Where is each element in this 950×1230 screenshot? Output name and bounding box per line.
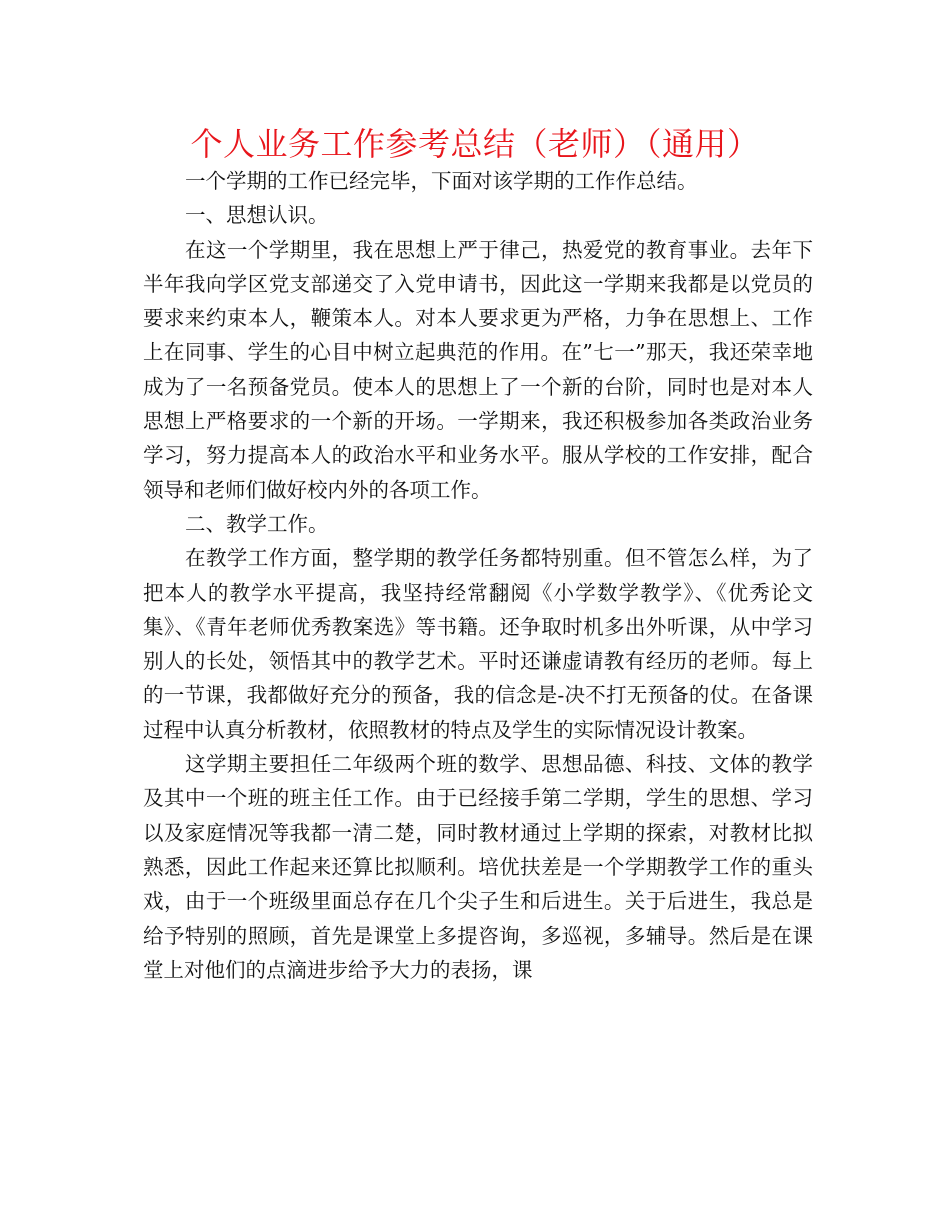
- paragraph-intro: 一个学期的工作已经完毕，下面对该学期的工作作总结。: [185, 169, 698, 193]
- document-title: 个人业务工作参考总结（老师）（通用）: [190, 125, 760, 163]
- section-heading-thought: 一、思想认识。: [185, 203, 329, 228]
- document-body: [143, 164, 813, 987]
- paragraph-thought: 在这一个学期里，我在思想上严于律己，热爱党的教育事业。去年下半年我向学区党支部递交了入党申请书，因此这一学期来我都是以党员的要求来约束本人，鞭策本人。对本人要求更为严格，力争在思想上、工作上在同事、学生的心目中树立起典范的作用。在”七一”那天，我还荣幸地成为了一名预备党员。使本人的思想上了一个新的台阶，同时也是对本人思想上严格要求的一个新的开场。一学期来，我还积极参加各类政治业务学习，努力提高本人的政治水平和业务水平。服从学校的工作安排，配合领导和老师们做好校内外的各项工作。: [143, 237, 813, 502]
- paragraph-teaching: 在教学工作方面，整学期的教学任务都特别重。但不管怎么样，为了把本人的教学水平提高，我坚持经常翻阅《小学数学教学》、《优秀论文集》、《青年老师优秀教案选》等书籍。还争取时机多出外听课，从中学习别人的长处，领悟其中的教学艺术。平时还谦虚请教有经历的老师。每上的一节课，我都做好充分的预备，我的信念是-决不打无预备的仗。在备课过程中认真分析教材，依照教材的特点及学生的实际情况设计教案。: [143, 546, 813, 742]
- section-heading-teaching: 二、教学工作。: [185, 511, 329, 536]
- paragraph-semester: 这学期主要担任二年级两个班的数学、思想品德、科技、文体的教学及其中一个班的班主任工作。由于已经接手第二学期，学生的思想、学习以及家庭情况等我都一清二楚，同时教材通过上学期的探索，对教材比拟熟悉，因此工作起来还算比拟顺利。培优扶差是一个学期教学工作的重头戏，由于一个班级里面总存在几个尖子生和后进生。关于后进生，我总是给予特别的照顾，首先是课堂上多提咨询，多巡视，多辅导。然后是在课堂上对他们的点滴进步给予大力的表扬，课: [143, 752, 813, 982]
